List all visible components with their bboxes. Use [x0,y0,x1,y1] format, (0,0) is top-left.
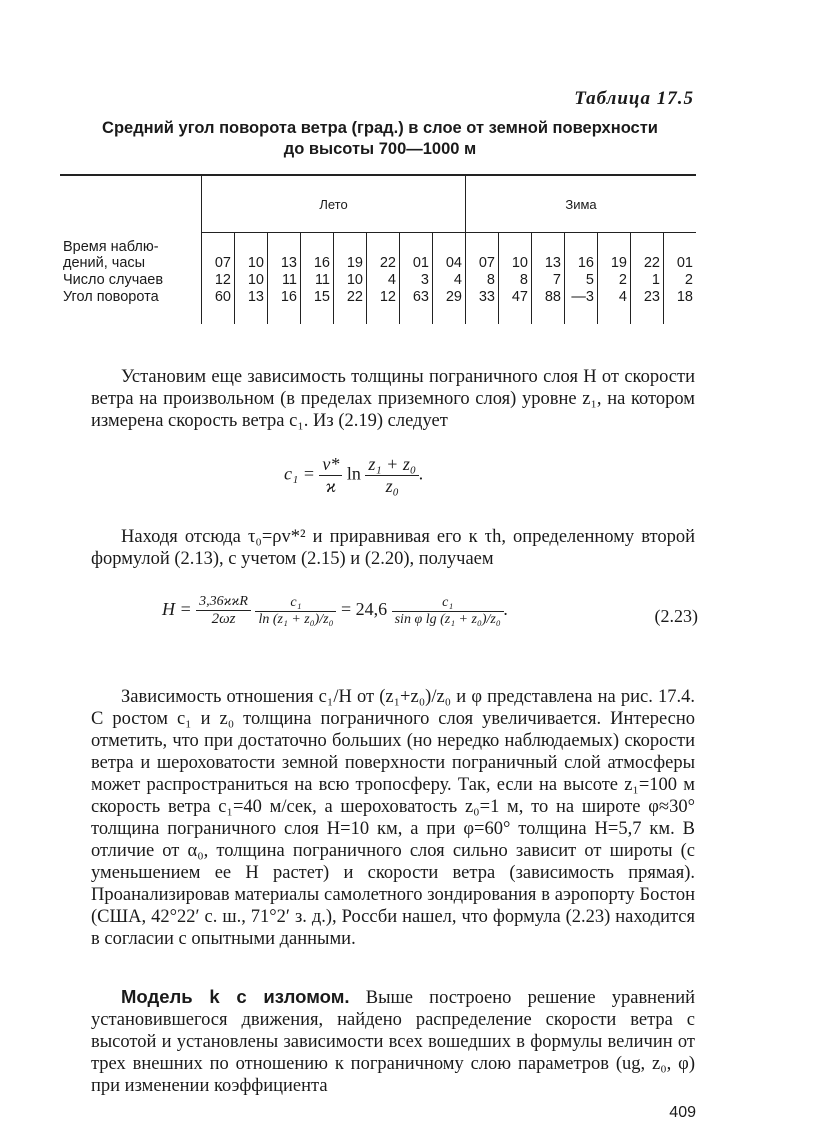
table-cell: 18 [664,289,697,324]
table-cell: 4 [367,272,400,289]
table-cell: 16 [268,289,301,324]
table-cell: 29 [433,289,466,324]
table-cell: 04 [433,255,466,272]
table-cell: 10 [235,255,268,272]
row-label-angle: Угол поворота [60,289,202,324]
page-number: 409 [669,1104,696,1121]
equation-number: (2.23) [654,606,698,626]
table-cell: 7 [532,272,565,289]
table-row [60,289,696,324]
table-cell: 07 [466,255,499,272]
formula-frac-sin: $\frac{\text{c₁}}{\text{sin φ lg (z₁ + z₀)/z₀}}$ [392,595,504,628]
table-cell: —3 [565,289,598,324]
table-cell: 22 [367,255,400,272]
paragraph-3: Зависимость отношения c₁/H от (z₁+z₀)/z₀ и φ представлена на рис. 17.4. С ростом c₁ и z₀ толщина пограничного слоя увеличивается. Интересно отметить, что при достаточно больших (но нередко наблюдаемых) скорости ветра и шероховатости земной поверхности пограничный слой атмосферы может распространиться на всю тропосферу. Так, если на высоте z₁=100 м скорость ветра c₁=40 м/сек, а шероховатость z₀=1 м, то на широте φ≈30° толщина пограничного слоя H=10 км, а при φ=60° толщина H=5,7 км. В отличие от α₀, толщина пограничного слоя сильно зависит от широты (с уменьшением ее H растет) и скорости ветра (зависимость прямая). Проанализировав материалы самолетного зондирования в аэропорту Бостон (США, 42°22′ с. ш., 71°2′ з. д.), Россби нашел, что формула (2.23) находится в согласии с опытными данными. [91,687,695,949]
formula-frac-c1-ln: $\frac{\text{c₁}}{\text{ln (z₁ + z₀)/z₀}}$ [255,595,336,628]
table-cell: 8 [466,272,499,289]
table-cell: 07 [202,255,235,272]
table-cell: 10 [235,272,268,289]
table-cell: 22 [631,255,664,272]
formula-frac-coef: $\frac{\text{3,36ϰϰR}}{2\omega z}$ [196,594,251,628]
table-cell: 15 [301,289,334,324]
table-row [60,233,696,255]
row-label-cases: Число случаев [60,272,202,289]
formula-2-23: H = $\frac{\text{3,36ϰϰR}}{2\omega z}$ $\frac{\text{c₁}}{\text{ln (z₁ + z₀)/z₀}}$ = 24,6 $\frac{\text{c₁}}{\text{sin φ lg (z₁ + z₀)/z₀}}$ . (2.23) [162,594,698,627]
table-cell: 33 [466,289,499,324]
table-cell: 01 [400,255,433,272]
table-cell: 10 [334,272,367,289]
table-cell: 4 [433,272,466,289]
table-cell: 2 [664,272,697,289]
group-summer: Лето [202,175,466,233]
table-cell: 47 [499,289,532,324]
table-cell: 19 [598,255,631,272]
wind-turn-table [60,174,696,324]
table-row [60,255,696,272]
table-cell: 4 [598,289,631,324]
table-label: Таблица 17.5 [574,88,694,109]
table-cell: 16 [565,255,598,272]
formula-c1-ln: ln [346,463,361,484]
table-cell: 88 [532,289,565,324]
table-cell: 11 [301,272,334,289]
table-cell: 19 [334,255,367,272]
table-cell: 13 [235,289,268,324]
table-caption-line-1: Средний угол поворота ветра (град.) в слое от земной поверхности [102,119,658,137]
formula-c1-frac2: $\frac{\text{z₁ + z₀}}{\text{z₀}}$ [365,454,419,497]
table-row [60,272,696,289]
group-winter: Зима [466,175,697,233]
table-cell: 13 [268,255,301,272]
formula-c1: c₁ = $\frac{v*}{ϰ}$ ln $\frac{\text{z₁ + z₀}}{\text{z₀}}$ . [284,454,424,496]
formula-c1-frac1: $\frac{v*}{ϰ}$ [319,454,342,497]
table-cell: 01 [664,255,697,272]
table-cell: 60 [202,289,235,324]
table-cell: 5 [565,272,598,289]
table-cell: 2 [598,272,631,289]
table-cell: 63 [400,289,433,324]
table-cell: 8 [499,272,532,289]
table-cell: 1 [631,272,664,289]
table-cell: 3 [400,272,433,289]
table-caption [60,118,700,160]
table-cell: 12 [367,289,400,324]
table-cell: 11 [268,272,301,289]
table-cell: 13 [532,255,565,272]
table-cell: 23 [631,289,664,324]
paragraph-4 [91,986,695,1097]
table-cell: 10 [499,255,532,272]
table-cell: 22 [334,289,367,324]
table-caption-line-2: до высоты 700—1000 м [283,140,477,158]
row-label-time-2: дений, часы [60,255,202,272]
formula-c1-lhs: c₁ = [284,463,315,484]
table-cell: 12 [202,272,235,289]
row-label-time: Время наблю- [60,233,202,255]
table-cell: 16 [301,255,334,272]
paragraph-4-heading: Модель k с изломом. [121,986,350,1007]
paragraph-1: Установим еще зависимость толщины пограничного слоя H от скорости ветра на произвольном (в пределах приземного слоя) уровне z₁, на котором измерена скорость ветра c₁. Из (2.19) следует [91,367,695,431]
paragraph-4-text: Выше построено решение уравнений установившегося движения, найдено распределение скорости ветра с высотой и установлены зависимости всех вошедших в формулы величин от трех внешних по отношению к пограничному слою параметров (ug, z₀, φ) при изменении коэффициента [91,988,695,1096]
paragraph-2: Находя отсюда τ₀=ρv*² и приравнивая его к τh, определенному второй формулой (2.13), с учетом (2.15) и (2.20), получаем [91,527,695,569]
